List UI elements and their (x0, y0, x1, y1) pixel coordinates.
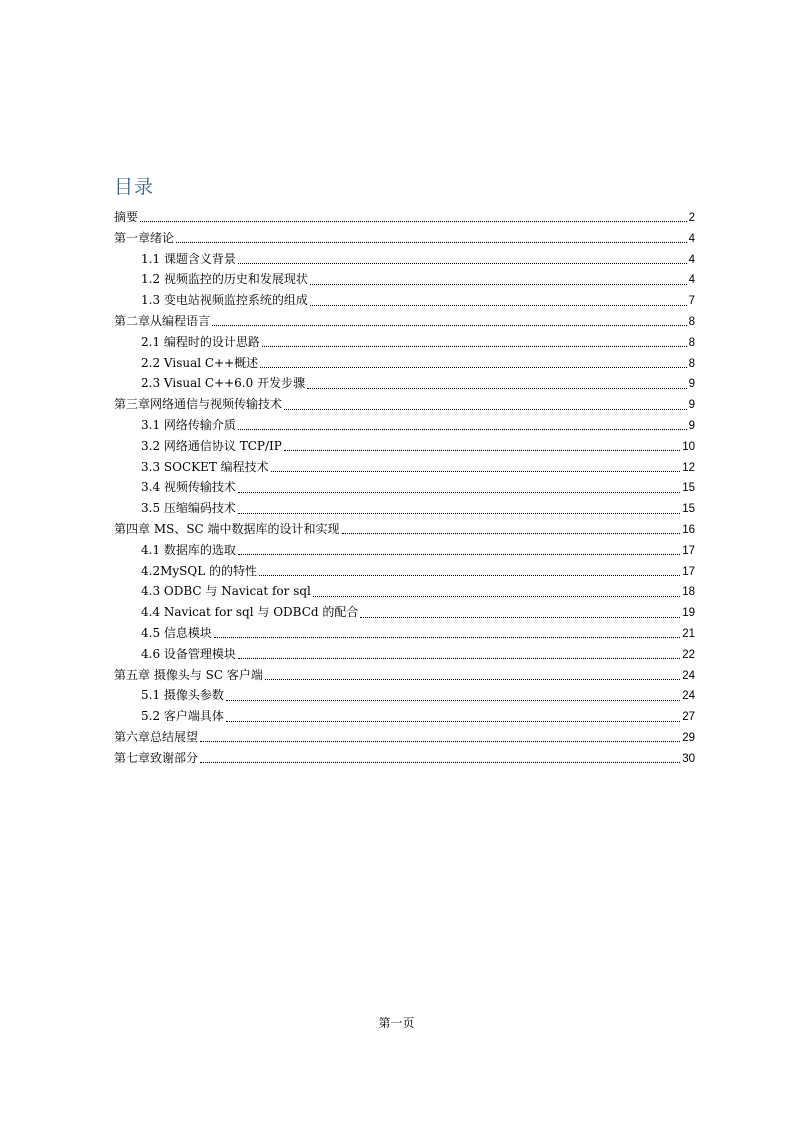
toc-entry-text: 1.2 视频监控的历史和发展现状 (141, 272, 308, 287)
toc-entry-text: 2.1 编程时的设计思路 (141, 334, 260, 349)
toc-leader-dots (212, 324, 687, 326)
toc-leader-dots (310, 304, 687, 306)
toc-entry-text: 4.5 信息模块 (141, 625, 212, 640)
toc-list (114, 207, 695, 769)
toc-leader-dots (360, 616, 680, 618)
toc-entry[interactable] (114, 748, 695, 769)
toc-page-number: 18 (682, 586, 695, 599)
toc-page-number: 15 (682, 482, 695, 495)
toc-entry[interactable] (114, 436, 695, 457)
toc-leader-dots (284, 408, 687, 410)
toc-page-number: 17 (682, 544, 695, 557)
toc-leader-dots (238, 491, 680, 493)
toc-page-number: 4 (688, 253, 695, 266)
toc-entry[interactable] (114, 207, 695, 228)
toc-entry[interactable] (114, 332, 695, 353)
toc-entry-text: 第七章致谢部分 (114, 750, 199, 765)
toc-entry-text: 第二章从编程语言 (114, 313, 211, 328)
toc-entry[interactable] (114, 249, 695, 270)
toc-entry[interactable] (114, 644, 695, 665)
toc-entry[interactable] (114, 602, 695, 623)
toc-entry[interactable] (114, 457, 695, 478)
toc-entry-text: 3.3 SOCKET 编程技术 (141, 459, 269, 474)
toc-leader-dots (262, 345, 687, 347)
toc-page-number: 12 (682, 461, 695, 474)
toc-leader-dots (238, 512, 680, 514)
toc-entry[interactable] (114, 519, 695, 540)
toc-leader-dots (310, 283, 687, 285)
toc-page-number: 24 (682, 669, 695, 682)
toc-entry[interactable] (114, 269, 695, 290)
toc-entry-text: 4.2MySQL 的的特性 (141, 563, 257, 578)
toc-entry-text: 1.1 课题含义背景 (141, 251, 236, 266)
page-footer: 第一页 (378, 1016, 415, 1030)
toc-page-number: 21 (682, 627, 695, 640)
toc-page-number: 15 (682, 503, 695, 516)
toc-page-number: 8 (688, 315, 695, 328)
toc-leader-dots (176, 241, 687, 243)
toc-entry-text: 第六章总结展望 (114, 729, 199, 744)
toc-leader-dots (140, 220, 687, 222)
toc-entry-text: 5.1 摄像头参数 (141, 688, 224, 703)
toc-entry-text: 5.2 客户端具体 (141, 709, 224, 724)
toc-page-number: 2 (688, 212, 695, 224)
toc-entry-text: 3.4 视频传输技术 (141, 480, 236, 495)
toc-entry[interactable] (114, 623, 695, 644)
toc-leader-dots (214, 636, 680, 638)
toc-page-number: 9 (688, 419, 695, 432)
toc-leader-dots (238, 657, 680, 659)
toc-leader-dots (238, 553, 680, 555)
toc-entry-text: 3.1 网络传输介质 (141, 417, 236, 432)
toc-entry[interactable] (114, 415, 695, 436)
toc-entry-text: 4.4 Navicat for sql 与 ODBCd 的配合 (141, 605, 359, 620)
toc-page-number: 30 (682, 752, 695, 765)
toc-entry-text: 第一章绪论 (114, 230, 175, 245)
toc-page-number: 24 (682, 690, 695, 703)
toc-entry-text: 摘要 (114, 210, 139, 224)
toc-page-number: 16 (682, 523, 695, 536)
toc-entry-text: 4.6 设备管理模块 (141, 646, 236, 661)
toc-entry[interactable] (114, 706, 695, 727)
toc-entry-text: 第三章网络通信与视频传输技术 (114, 397, 283, 412)
toc-entry[interactable] (114, 727, 695, 748)
toc-page-number: 7 (688, 295, 695, 308)
toc-title: 目录 (114, 176, 155, 198)
toc-leader-dots (260, 366, 686, 368)
toc-entry[interactable] (114, 477, 695, 498)
toc-page-number: 8 (688, 336, 695, 349)
toc-entry[interactable] (114, 353, 695, 374)
toc-entry[interactable] (114, 311, 695, 332)
toc-leader-dots (342, 532, 681, 534)
toc-page-number: 10 (682, 440, 695, 453)
toc-leader-dots (259, 574, 680, 576)
toc-entry-text: 4.3 ODBC 与 Navicat for sql (141, 584, 311, 599)
toc-leader-dots (284, 449, 680, 451)
toc-leader-dots (238, 262, 687, 264)
toc-leader-dots (226, 720, 680, 722)
toc-leader-dots (200, 740, 680, 742)
toc-entry-text: 2.3 Visual C++6.0 开发步骤 (141, 376, 306, 391)
toc-leader-dots (200, 761, 680, 763)
toc-entry[interactable] (114, 581, 695, 602)
toc-page-number: 17 (682, 565, 695, 578)
toc-page-number: 27 (682, 711, 695, 724)
toc-page-number: 4 (688, 274, 695, 287)
toc-leader-dots (313, 595, 680, 597)
toc-entry[interactable] (114, 373, 695, 394)
toc-entry-text: 3.5 压缩编码技术 (141, 501, 236, 516)
toc-entry-text: 3.2 网络通信协议 TCP/IP (141, 438, 282, 453)
toc-entry-text: 4.1 数据库的选取 (141, 542, 236, 557)
toc-entry[interactable] (114, 665, 695, 686)
toc-page-number: 29 (682, 731, 695, 744)
toc-entry-text: 第四章 MS、SC 端中数据库的设计和实现 (114, 521, 340, 536)
toc-entry-text: 第五章 摄像头与 SC 客户端 (114, 667, 263, 682)
toc-entry[interactable] (114, 685, 695, 706)
toc-entry-text: 1.3 变电站视频监控系统的组成 (141, 293, 308, 308)
toc-leader-dots (265, 678, 680, 680)
toc-page-number: 9 (688, 378, 695, 391)
toc-page-number: 22 (682, 648, 695, 661)
toc-leader-dots (238, 428, 687, 430)
toc-page-number: 8 (688, 357, 695, 370)
toc-entry[interactable] (114, 290, 695, 311)
toc-entry[interactable] (114, 498, 695, 519)
toc-entry[interactable] (114, 228, 695, 249)
toc-page-number: 19 (682, 607, 695, 620)
toc-entry[interactable] (114, 561, 695, 582)
toc-entry[interactable] (114, 540, 695, 561)
toc-entry-text: 2.2 Visual C++概述 (141, 355, 259, 370)
toc-leader-dots (307, 387, 687, 389)
toc-leader-dots (271, 470, 681, 472)
toc-entry[interactable] (114, 394, 695, 415)
toc-leader-dots (226, 699, 680, 701)
toc-page-number: 4 (688, 232, 695, 245)
toc-page-number: 9 (688, 399, 695, 412)
